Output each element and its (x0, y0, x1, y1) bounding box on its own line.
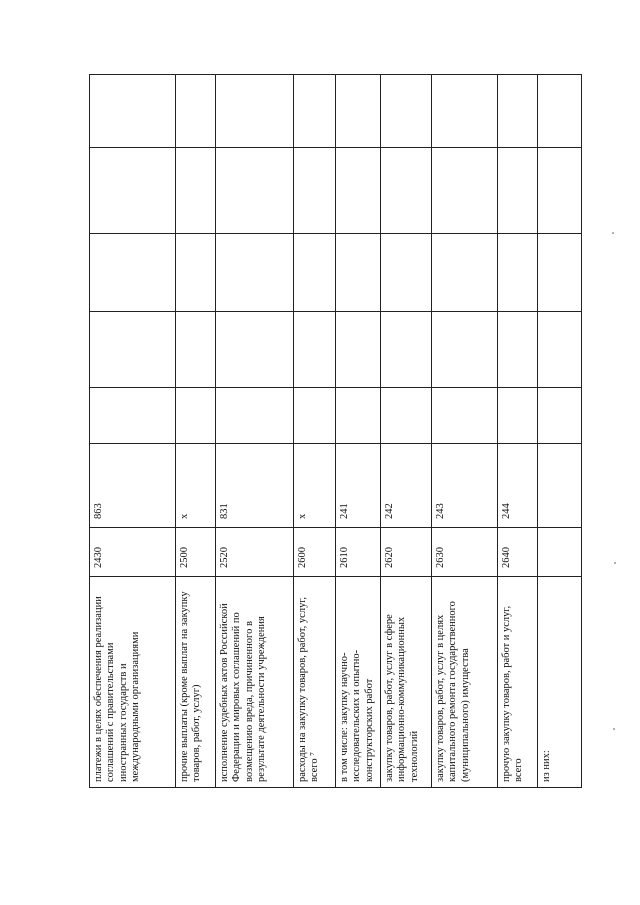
table-row (538, 75, 582, 788)
value-cell (538, 234, 582, 312)
value-cell (294, 388, 336, 444)
value-cell (90, 148, 176, 234)
value-cell (538, 75, 582, 148)
value-cell (216, 312, 294, 388)
line-code-cell (538, 528, 582, 577)
table-row (216, 75, 294, 788)
value-cell (216, 388, 294, 444)
kosgu-code-cell: 242 (381, 444, 432, 528)
value-cell (336, 75, 381, 148)
value-cell (90, 234, 176, 312)
table-row (176, 75, 216, 788)
kosgu-code-cell: 831 (216, 444, 294, 528)
value-cell (381, 148, 432, 234)
value-cell (498, 388, 538, 444)
value-cell (432, 75, 498, 148)
kosgu-code-cell: 244 (498, 444, 538, 528)
scan-speck (613, 728, 615, 730)
kosgu-code-cell: 243 (432, 444, 498, 528)
value-cell (538, 388, 582, 444)
rotated-table-container (89, 75, 581, 788)
kosgu-code-cell: x (176, 444, 216, 528)
value-cell (294, 148, 336, 234)
value-cell (216, 148, 294, 234)
value-cell (176, 75, 216, 148)
table-row (294, 75, 336, 788)
line-code-cell: 2630 (432, 528, 498, 577)
value-cell (176, 312, 216, 388)
line-code-cell: 2600 (294, 528, 336, 577)
row-label: закупку товаров, работ, услуг в целях капитального ремонта государственного (муниципального) имущества (432, 577, 498, 788)
value-cell (538, 312, 582, 388)
value-cell (432, 234, 498, 312)
line-code-cell: 2620 (381, 528, 432, 577)
value-cell (432, 148, 498, 234)
row-label: в том числе: закупку научно-исследовательских и опытно-конструкторских работ (336, 577, 381, 788)
row-label: расходы на закупку товаров, работ, услуг, всего ⁷ (294, 577, 336, 788)
value-cell (498, 148, 538, 234)
value-cell (381, 312, 432, 388)
table-row (432, 75, 498, 788)
line-code-cell: 2430 (90, 528, 176, 577)
value-cell (294, 75, 336, 148)
value-cell (498, 75, 538, 148)
scan-speck (612, 232, 614, 234)
kosgu-code-cell: x (294, 444, 336, 528)
row-label: из них: (538, 577, 582, 788)
value-cell (498, 312, 538, 388)
value-cell (336, 148, 381, 234)
row-label: исполнение судебных актов Российской Федерации и мировых соглашений по возмещению вреда, причиненного в результате деятельности учреждения (216, 577, 294, 788)
value-cell (538, 148, 582, 234)
value-cell (381, 234, 432, 312)
table-row (336, 75, 381, 788)
value-cell (432, 312, 498, 388)
table-row (498, 75, 538, 788)
value-cell (176, 234, 216, 312)
line-code-cell: 2640 (498, 528, 538, 577)
line-code-cell: 2610 (336, 528, 381, 577)
row-label: платежи в целях обеспечения реализации соглашений с правительствами иностранных государств и международными организациями (90, 577, 176, 788)
value-cell (432, 388, 498, 444)
value-cell (294, 312, 336, 388)
table-row (381, 75, 432, 788)
value-cell (216, 75, 294, 148)
kosgu-code-cell (538, 444, 582, 528)
value-cell (294, 234, 336, 312)
value-cell (336, 388, 381, 444)
row-label: прочие выплаты (кроме выплат на закупку товаров, работ, услуг) (176, 577, 216, 788)
line-code-cell: 2500 (176, 528, 216, 577)
scan-speck (614, 562, 616, 564)
kosgu-code-cell: 863 (90, 444, 176, 528)
table-body (90, 75, 582, 788)
value-cell (336, 312, 381, 388)
value-cell (90, 75, 176, 148)
kosgu-code-cell: 241 (336, 444, 381, 528)
financial-table (89, 74, 582, 788)
line-code-cell: 2520 (216, 528, 294, 577)
value-cell (90, 312, 176, 388)
row-label: прочую закупку товаров, работ и услуг, всего (498, 577, 538, 788)
value-cell (176, 148, 216, 234)
row-label: закупку товаров, работ, услуг в сфере информационно-коммуникационных технологий (381, 577, 432, 788)
value-cell (498, 234, 538, 312)
value-cell (336, 234, 381, 312)
table-row (90, 75, 176, 788)
value-cell (381, 388, 432, 444)
value-cell (176, 388, 216, 444)
value-cell (90, 388, 176, 444)
value-cell (216, 234, 294, 312)
value-cell (381, 75, 432, 148)
